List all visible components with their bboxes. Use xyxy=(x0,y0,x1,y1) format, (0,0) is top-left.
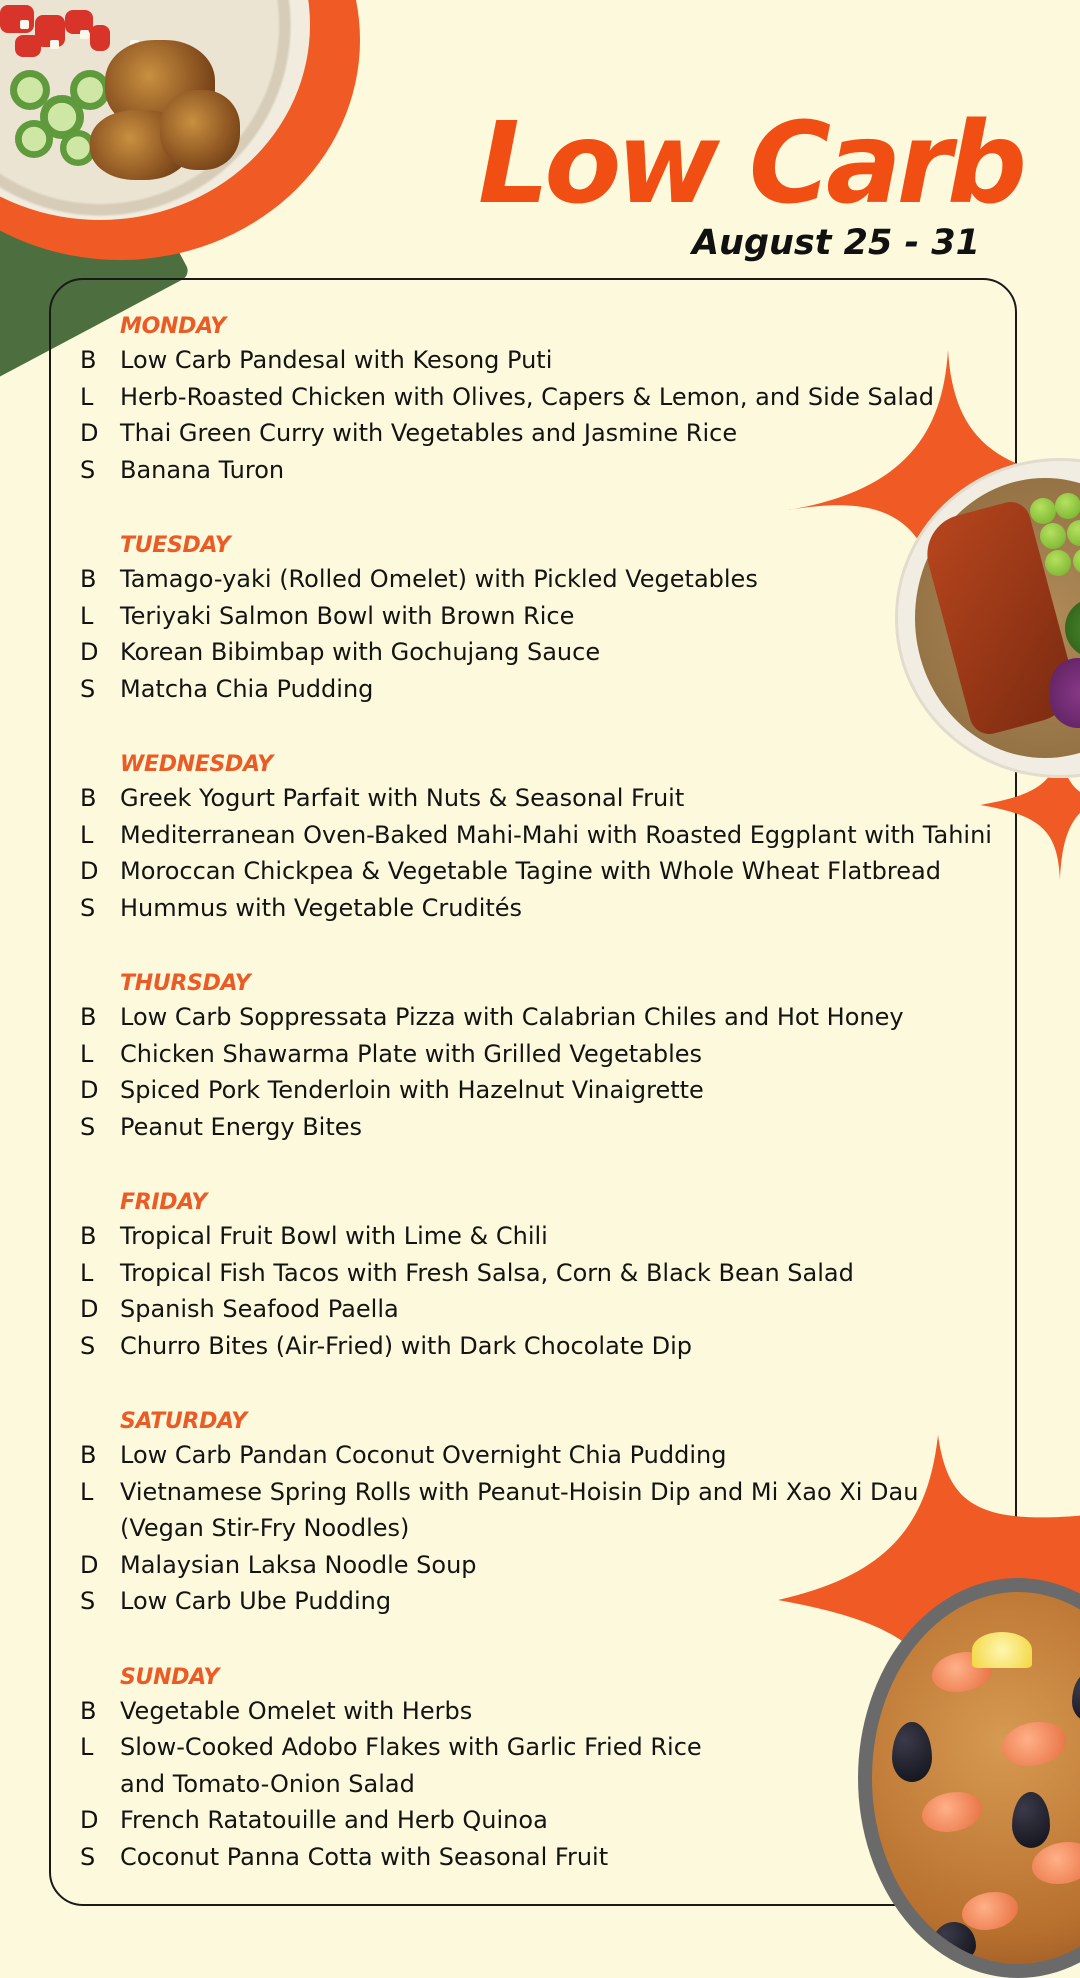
meal-code: D xyxy=(80,1550,99,1579)
meal-code: B xyxy=(80,565,97,593)
day-section xyxy=(80,969,1020,1145)
meal-row xyxy=(80,1109,1020,1146)
meal-text: Chicken Shawarma Plate with Grilled Vegetables xyxy=(120,1039,703,1068)
meal-row xyxy=(80,1693,1020,1730)
meal-text: Matcha Chia Pudding xyxy=(120,674,374,703)
meal-code: S xyxy=(80,674,96,703)
day-heading: MONDAY xyxy=(120,314,226,339)
meal-row xyxy=(80,342,1020,379)
meal-text: Low Carb Pandan Coconut Overnight Chia Pudding xyxy=(120,1441,727,1469)
meal-text: Banana Turon xyxy=(120,455,285,484)
meal-row xyxy=(80,1328,1020,1365)
meal-text: Spiced Pork Tenderloin with Hazelnut Vinaigrette xyxy=(120,1076,704,1104)
meal-code: L xyxy=(80,601,94,630)
meal-row xyxy=(80,853,1020,890)
meal-code: B xyxy=(80,1003,97,1031)
meal-text: Greek Yogurt Parfait with Nuts & Seasonal Fruit xyxy=(120,784,685,812)
meal-code: D xyxy=(80,1295,99,1323)
meal-row xyxy=(80,671,1020,708)
meal-code: D xyxy=(80,857,99,885)
weekly-menu xyxy=(80,312,1020,1918)
meal-text: Hummus with Vegetable Crudités xyxy=(120,893,523,922)
day-heading: SUNDAY xyxy=(120,1664,220,1690)
meal-text: Tamago-yaki (Rolled Omelet) with Pickled Vegetables xyxy=(120,565,758,593)
meal-code: S xyxy=(80,1112,96,1141)
meal-text: Low Carb Ube Pudding xyxy=(120,1587,392,1615)
meal-row xyxy=(80,1802,1020,1839)
meal-row xyxy=(80,598,1020,635)
day-section xyxy=(80,1663,1020,1876)
meal-code: B xyxy=(80,784,97,812)
page-title: Low Carb xyxy=(478,99,1022,229)
meal-code: S xyxy=(80,1842,96,1871)
day-heading: FRIDAY xyxy=(120,1190,208,1215)
meal-row xyxy=(80,415,1020,452)
meal-row xyxy=(80,634,1020,671)
meal-row xyxy=(80,1072,1020,1109)
date-range: August 25 - 31 xyxy=(691,223,980,263)
meal-text: Herb-Roasted Chicken with Olives, Capers & Lemon, and Side Salad xyxy=(120,382,935,411)
meal-text: Coconut Panna Cotta with Seasonal Fruit xyxy=(120,1842,609,1871)
meal-text: Vietnamese Spring Rolls with Peanut-Hoisin Dip and Mi Xao Xi Dau xyxy=(120,1477,919,1506)
day-section xyxy=(80,1188,1020,1364)
meal-text: Moroccan Chickpea & Vegetable Tagine with Whole Wheat Flatbread xyxy=(120,857,941,885)
meal-row-continuation xyxy=(80,1510,1020,1547)
meal-text: Thai Green Curry with Vegetables and Jasmine Rice xyxy=(120,419,738,447)
day-heading: WEDNESDAY xyxy=(120,752,273,777)
day-heading: SATURDAY xyxy=(120,1409,247,1434)
meal-code: L xyxy=(80,1733,94,1761)
day-heading: TUESDAY xyxy=(120,533,231,558)
meal-code: B xyxy=(80,1441,97,1469)
meal-code: L xyxy=(80,1039,94,1068)
meal-text-continuation: (Vegan Stir-Fry Noodles) xyxy=(120,1514,410,1542)
meal-text: French Ratatouille and Herb Quinoa xyxy=(120,1806,548,1834)
meal-row xyxy=(80,1583,1020,1620)
meal-row xyxy=(80,1218,1020,1255)
day-section xyxy=(80,312,1020,488)
meal-code: D xyxy=(80,1806,99,1834)
meal-text: Teriyaki Salmon Bowl with Brown Rice xyxy=(120,601,575,630)
meal-row xyxy=(80,1547,1020,1584)
meal-text: Churro Bites (Air-Fried) with Dark Chocolate Dip xyxy=(120,1331,692,1360)
meal-text: Spanish Seafood Paella xyxy=(120,1295,399,1323)
meal-text: Peanut Energy Bites xyxy=(120,1112,363,1141)
meal-row xyxy=(80,890,1020,927)
meal-row xyxy=(80,1474,1020,1511)
meal-code: D xyxy=(80,1076,99,1104)
meal-code: S xyxy=(80,455,96,484)
meal-code-spacer xyxy=(80,1510,120,1547)
meal-code: L xyxy=(80,1258,94,1287)
meal-row xyxy=(80,817,1020,854)
meal-row xyxy=(80,999,1020,1036)
day-section xyxy=(80,1407,1020,1620)
day-heading: THURSDAY xyxy=(120,971,251,996)
meal-row xyxy=(80,452,1020,489)
meal-row xyxy=(80,561,1020,598)
day-section xyxy=(80,531,1020,707)
meal-text: Mediterranean Oven-Baked Mahi-Mahi with Roasted Eggplant with Tahini xyxy=(120,820,992,849)
meal-code: L xyxy=(80,820,94,849)
meal-code: B xyxy=(80,1696,97,1725)
meal-text: Vegetable Omelet with Herbs xyxy=(120,1696,473,1725)
meal-row xyxy=(80,1255,1020,1292)
meal-code: L xyxy=(80,382,94,411)
meal-text: Korean Bibimbap with Gochujang Sauce xyxy=(120,638,601,666)
meal-code: D xyxy=(80,419,99,447)
day-section xyxy=(80,750,1020,926)
meal-code: L xyxy=(80,1477,94,1506)
meal-text: Slow-Cooked Adobo Flakes with Garlic Fried Rice xyxy=(120,1733,702,1761)
meal-code-spacer xyxy=(80,1766,120,1803)
meal-text: Low Carb Pandesal with Kesong Puti xyxy=(120,346,553,374)
meal-text-continuation: and Tomato-Onion Salad xyxy=(120,1769,415,1798)
meal-text: Tropical Fish Tacos with Fresh Salsa, Corn & Black Bean Salad xyxy=(120,1258,854,1287)
meal-code: S xyxy=(80,893,96,922)
meal-row xyxy=(80,780,1020,817)
meal-code: B xyxy=(80,346,97,374)
meal-row xyxy=(80,1036,1020,1073)
meal-row xyxy=(80,1839,1020,1876)
meal-row-continuation xyxy=(80,1766,1020,1803)
meal-code: S xyxy=(80,1331,96,1360)
meal-code: B xyxy=(80,1222,97,1250)
meal-row xyxy=(80,379,1020,416)
meal-text: Malaysian Laksa Noodle Soup xyxy=(120,1550,477,1579)
meal-text: Low Carb Soppressata Pizza with Calabrian Chiles and Hot Honey xyxy=(120,1003,904,1031)
meal-row xyxy=(80,1729,1020,1766)
meal-row xyxy=(80,1291,1020,1328)
meal-code: S xyxy=(80,1587,96,1615)
meal-code: D xyxy=(80,638,99,666)
meal-row xyxy=(80,1437,1020,1474)
meal-text: Tropical Fruit Bowl with Lime & Chili xyxy=(120,1222,548,1250)
